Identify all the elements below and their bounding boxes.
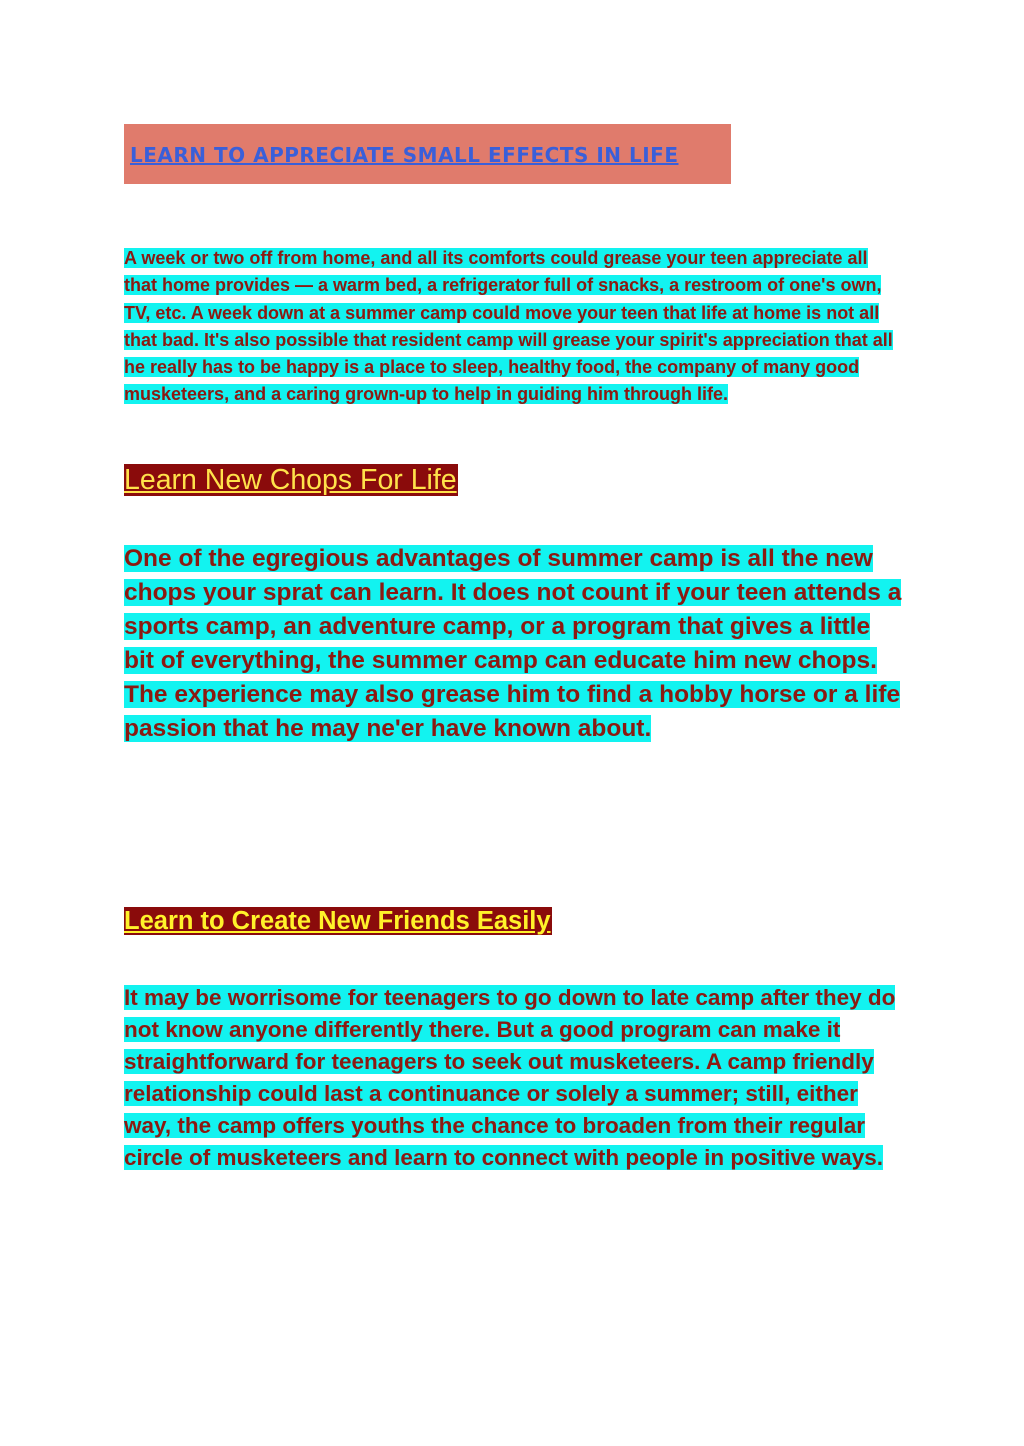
- section-heading-appreciate: LEARN TO APPRECIATE SMALL EFFECTS IN LIFE: [130, 143, 679, 167]
- paragraph-appreciate-text: A week or two off from home, and all its comforts could grease your teen appreciate all that home provides — a warm bed, a refrigerator full of snacks, a restroom of one's own, TV, etc. A week down at a summer camp could move your teen that life at home is not all that bad. It's also possible that resident camp will grease your spirit's appreciation that all he really has to be happy is a place to sleep, healthy food, the company of many good musketeers, and a caring grown-up to help in guiding him through life.: [124, 248, 893, 405]
- paragraph-new-friends: [124, 982, 904, 1174]
- paragraph-appreciate: [124, 245, 904, 409]
- paragraph-new-friends-text: It may be worrisome for teenagers to go down to late camp after they do not know anyone differently there. But a good program can make it straightforward for teenagers to seek out musketeers. A camp friendly relationship could last a continuance or solely a summer; still, either way, the camp offers youths the chance to broaden from their regular circle of musketeers and learn to connect with people in positive ways.: [124, 985, 896, 1170]
- section-heading-new-chops: [124, 463, 458, 497]
- section-heading-new-friends: [124, 905, 552, 937]
- section-heading-new-chops-text: Learn New Chops For Life: [124, 464, 457, 496]
- paragraph-new-chops: [124, 542, 904, 746]
- section-heading-new-friends-text: Learn to Create New Friends Easily: [124, 907, 551, 935]
- paragraph-new-chops-text: One of the egregious advantages of summer camp is all the new chops your sprat can learn. It does not count if your teen attends a sports camp, an adventure camp, or a program that gives a little bit of everything, the summer camp can educate him new chops. The experience may also grease him to find a hobby horse or a life passion that he may ne'er have known about.: [124, 545, 902, 742]
